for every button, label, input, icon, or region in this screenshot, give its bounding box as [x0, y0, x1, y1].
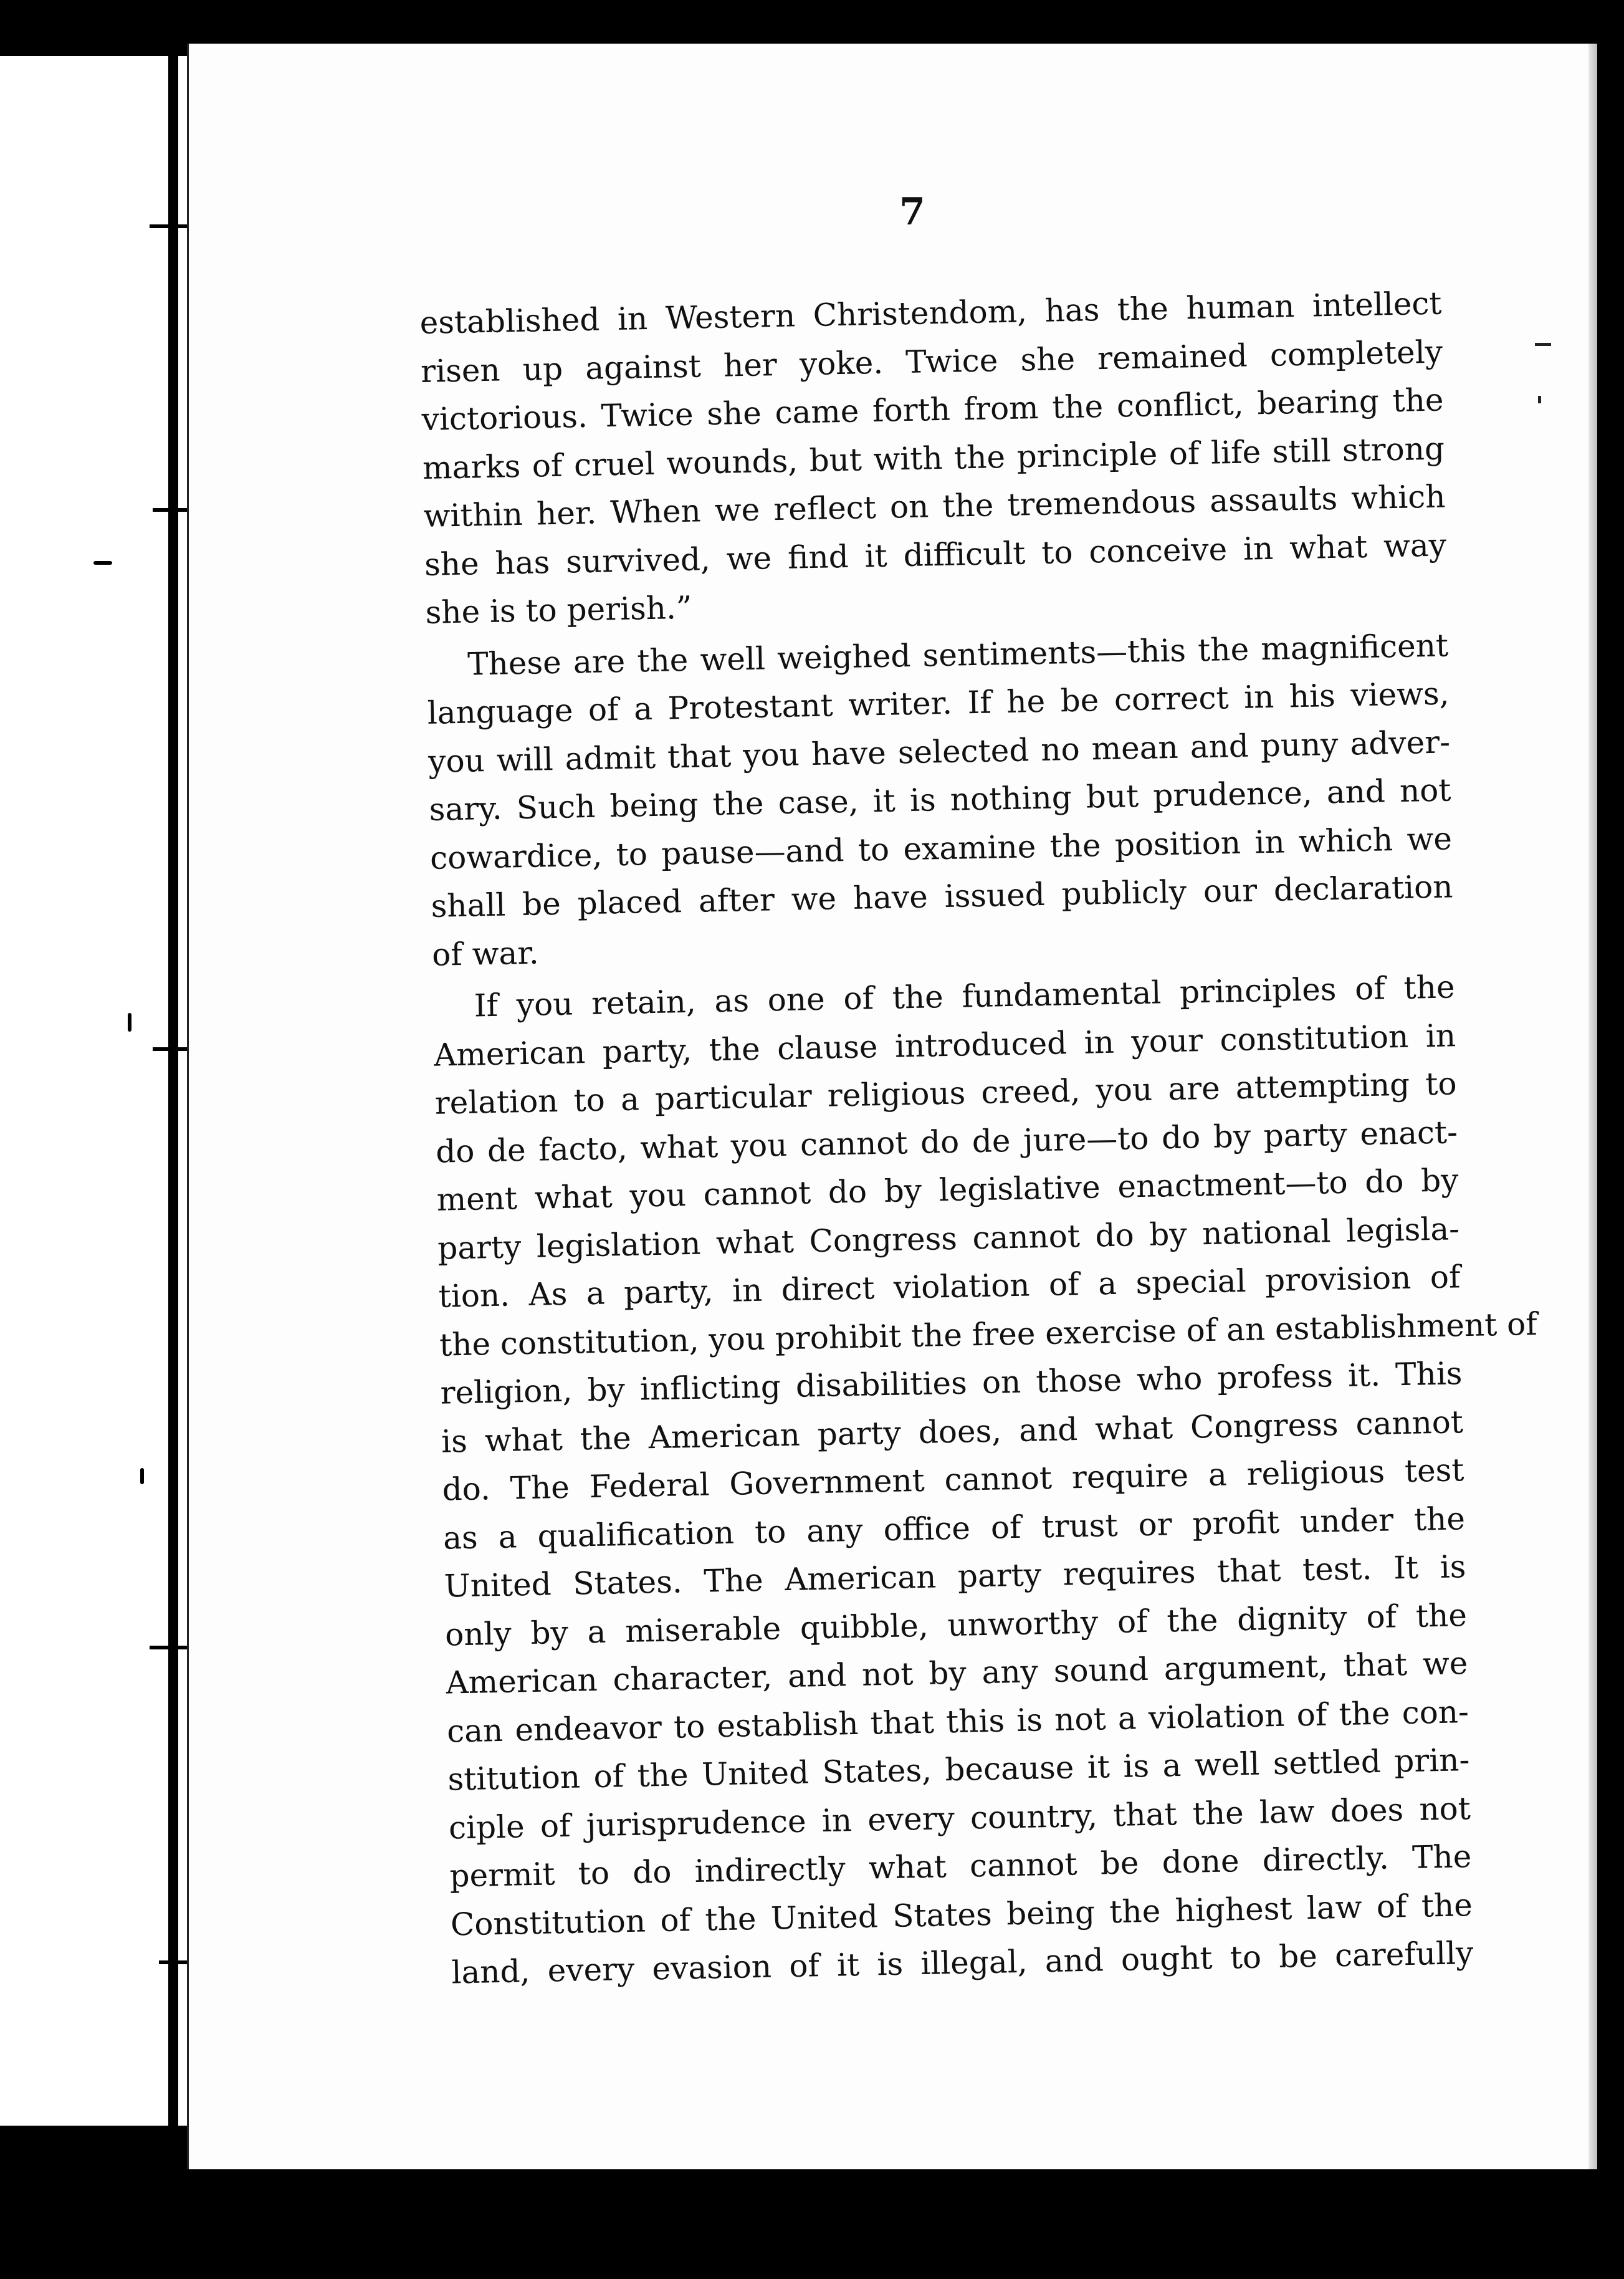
book-page [187, 44, 1597, 2169]
text-line: sary. Such being the case, it is nothing but prudence, and not [429, 772, 1451, 828]
text-line: established in Western Christendom, has the human intellect [419, 285, 1442, 341]
scan-speck [140, 1468, 144, 1484]
text-line: as a qualification to any office of trust or profit under the [442, 1500, 1466, 1557]
text-line: cowardice, to pause—and to examine the position in which we [429, 820, 1453, 876]
text-line: ciple of jurisprudence in every country, that the law does not [448, 1790, 1471, 1846]
text-line: risen up against her yoke. Twice she remained completely [420, 333, 1443, 390]
scan-speck [134, 2222, 150, 2227]
binding-line [168, 50, 178, 2144]
text-line: relation to a particular religious creed, you are attempting to [434, 1065, 1458, 1121]
text-line: shall be placed after we have issued publicly our declaration [431, 868, 1453, 924]
text-line: religion, by inflicting disabilities on those who profess it. This [440, 1355, 1463, 1411]
text-line: These are the well weighed sentiments—this the magnificent [467, 626, 1449, 683]
text-line: marks of cruel wounds, but with the principle of life still strong [422, 429, 1445, 486]
text-line: can endeavor to establish that this is not a violation of the con- [446, 1693, 1469, 1750]
text-line: American character, and not by any sound argument, that we [446, 1645, 1468, 1701]
text-line: of war. [431, 934, 540, 973]
paragraph [419, 280, 1448, 638]
text-line: only by a miserable quibble, unworthy of the dignity of the [444, 1596, 1468, 1653]
facing-page-edge [0, 56, 189, 2126]
page-number: 7 [899, 190, 925, 234]
text-line: do. The Federal Government cannot require a religious test [442, 1452, 1464, 1508]
text-line: ment what you cannot do by legislative enactment—to do by [436, 1162, 1459, 1218]
text-line: party legislation what Congress cannot do by national legisla- [437, 1210, 1460, 1267]
text-line: permit to do indirectly what cannot be done directly. The [449, 1838, 1472, 1894]
text-line: United States. The American party requires that test. It is [444, 1548, 1466, 1605]
text-line: the constitution, you prohibit the free exercise of an establishment of [439, 1305, 1538, 1363]
margin-mark [1538, 396, 1541, 403]
scan-speck [128, 1013, 131, 1032]
scan-speck [93, 561, 112, 565]
paragraph [426, 621, 1454, 979]
text-line: land, every evasion of it is illegal, and ought to be carefully [451, 1935, 1474, 1991]
text-line: language of a Protestant writer. If he be correct in his views, [427, 675, 1450, 731]
text-line: you will admit that you have selected no mean and puny adver- [427, 723, 1451, 780]
text-line: victorious. Twice she came forth from the conflict, bearing the [421, 381, 1444, 438]
text-line: do de facto, what you cannot do de jure—to do by party enact- [435, 1113, 1458, 1170]
text-line: within her. When we reflect on the tremendous assaults which [423, 478, 1446, 534]
text-line: Constitution of the United States being the highest law of the [450, 1886, 1473, 1943]
page-edge-shadow [1588, 44, 1597, 2169]
text-line: she is to perish.” [425, 589, 692, 631]
paragraph [432, 963, 1538, 1997]
text-line: tion. As a party, in direct violation of a special provision of [438, 1259, 1461, 1315]
body-text [419, 280, 1538, 1997]
text-line: is what the American party does, and what Congress cannot [441, 1403, 1464, 1460]
margin-mark [1535, 343, 1551, 346]
text-line: If you retain, as one of the fundamental principles of the [474, 969, 1456, 1024]
text-line: she has survived, we find it difficult to conceive in what way [424, 526, 1447, 583]
text-line: stitution of the United States, because it is a well settled prin- [447, 1742, 1470, 1798]
text-line: American party, the clause introduced in your constitution in [433, 1017, 1456, 1073]
